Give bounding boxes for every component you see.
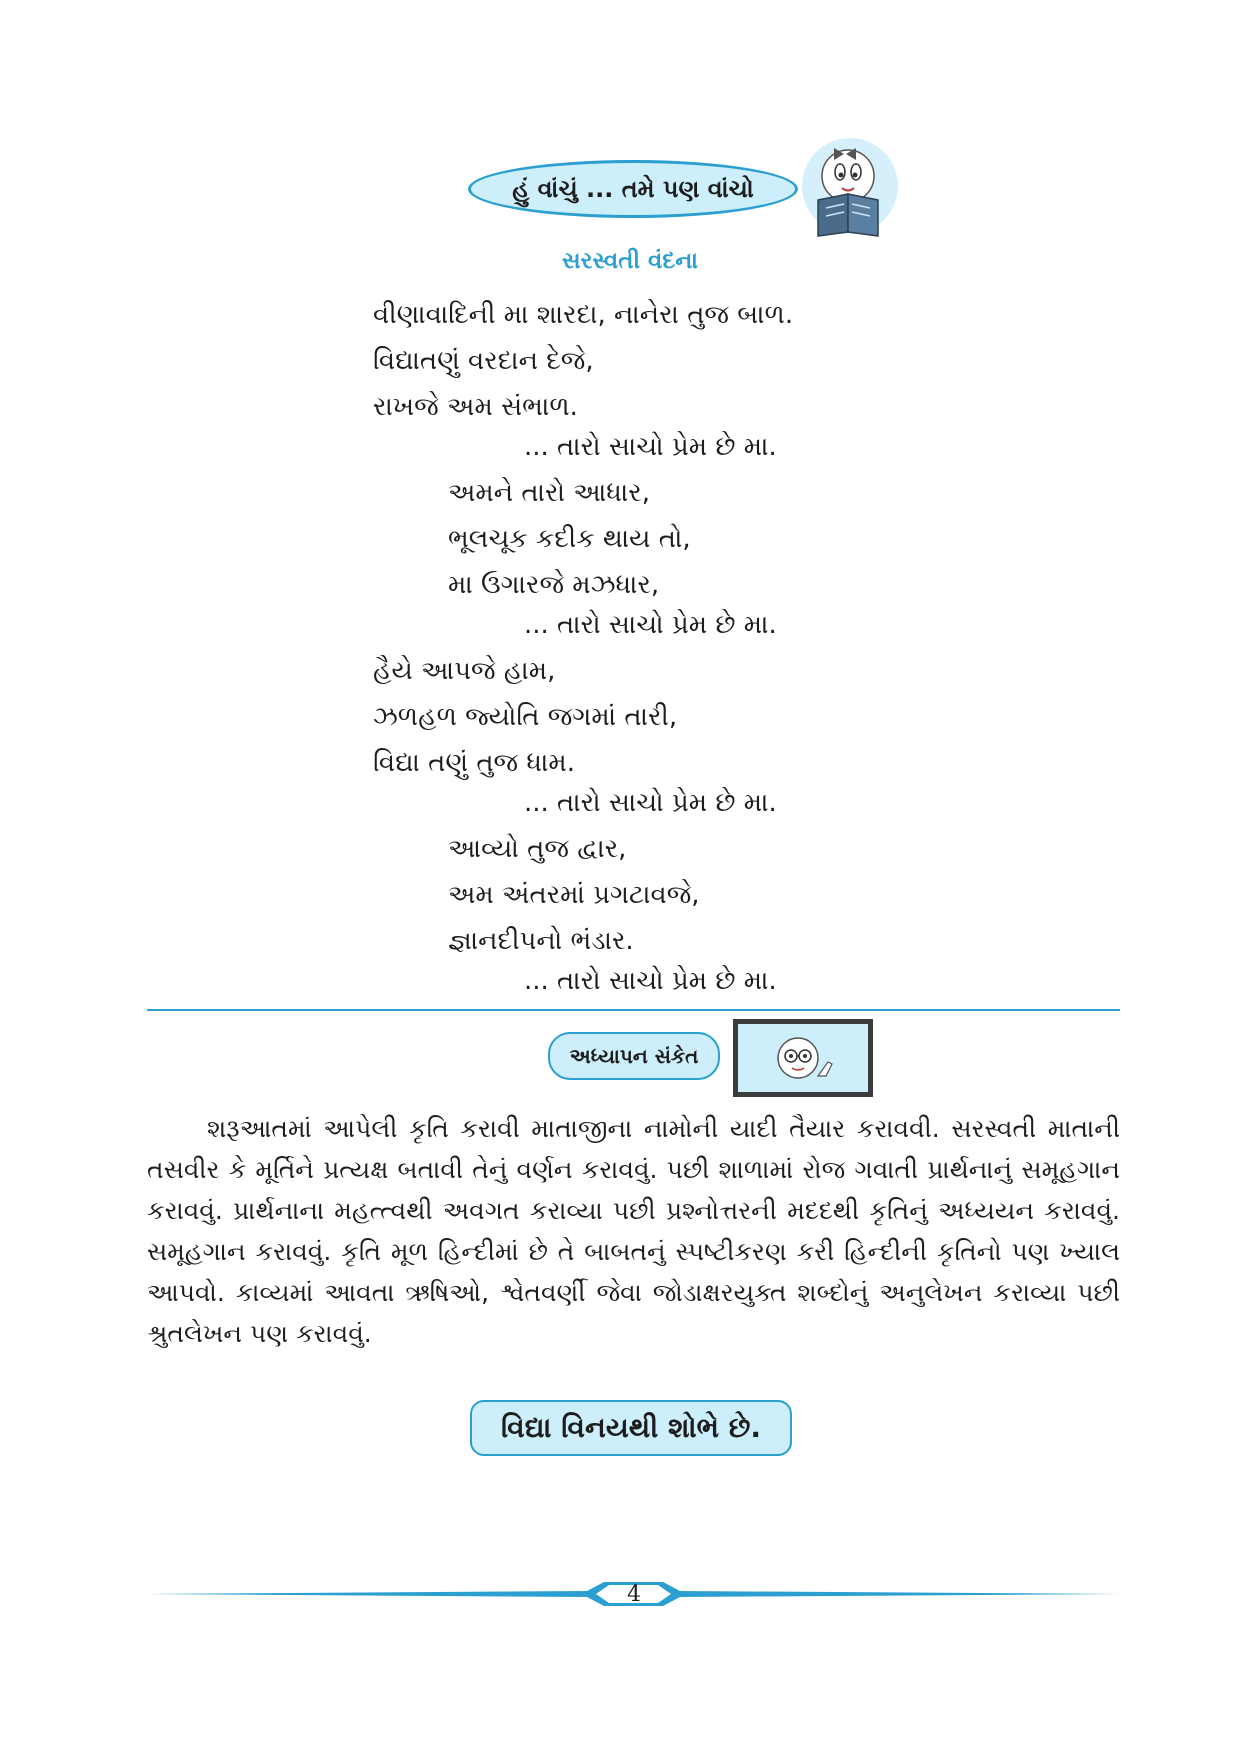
poem-line: મા ઉગારજે મઝધાર, (448, 570, 660, 600)
reading-child-icon (800, 136, 900, 240)
teaching-hint-label: અધ્યાપન સંકેત (569, 1044, 699, 1068)
poem-line: અમને તારો આધાર, (448, 478, 650, 508)
poem-line: ઝળહળ જ્યોતિ જગમાં તારી, (373, 702, 678, 732)
teacher-board-icon (732, 1018, 874, 1098)
poem-line: આવ્યો તુજ દ્વાર, (448, 834, 627, 864)
motto-text: વિદ્યા વિનયથી શોભે છે. (500, 1411, 762, 1444)
poem-line: વિદ્યાતણું વરદાન દેજે, (373, 346, 594, 376)
poem-line: વિદ્યા તણું તુજ ધામ. (373, 748, 576, 778)
poem-line: અમ અંતરમાં પ્રગટાવજે, (448, 880, 700, 910)
teaching-note: શરૂઆતમાં આપેલી કૃતિ કરાવી માતાજીના નામોની યાદી તૈયાર કરાવવી. સરસ્વતી માતાની તસવીર કે મૂર્તિને પ્રત્યક્ષ બતાવી તેનું વર્ણન કરાવવું. પછી શાળામાં રોજ ગવાતી પ્રાર્થનાનું સમૂહગાન કરાવવું. પ્રાર્થનાના મહત્ત્વથી અવગત કરાવ્યા પછી પ્રશ્નોત્તરની મદદથી કૃતિનું અધ્યયન કરાવવું. સમૂહગાન કરાવવું. કૃતિ મૂળ હિન્દીમાં છે તે બાબતનું સ્પષ્ટીકરણ કરી હિન્દીની કૃતિનો પણ ખ્યાલ આપવો. કાવ્યમાં આવતા ઋષિઓ, શ્વેતવર્ણી જેવા જોડાક્ષરયુક્ત શબ્દોનું અનુલેખન કરાવ્યા પછી શ્રુતલેખન પણ કરાવવું. (147, 1114, 1120, 1348)
poem-line: રાખજે અમ સંભાળ. (373, 392, 578, 422)
poem-refrain: ... તારો સાચો પ્રેમ છે મા. (524, 966, 777, 996)
read-banner (468, 160, 798, 218)
poem-line: ભૂલચૂક કદીક થાય તો, (448, 524, 691, 554)
poem-line: વીણાવાદિની મા શારદા, નાનેરા તુજ બાળ. (373, 300, 794, 330)
poem-line: હૈયે આપજે હામ, (373, 656, 556, 686)
poem-refrain: ... તારો સાચો પ્રેમ છે મા. (524, 788, 777, 818)
teaching-hint-tag (548, 1032, 720, 1080)
poem-line: જ્ઞાનદીપનો ભંડાર. (448, 926, 634, 956)
page-number: 4 (627, 1581, 641, 1607)
section-divider (147, 1009, 1120, 1011)
motto-box (470, 1400, 792, 1456)
poem-title: સરસ્વતી વંદના (561, 248, 699, 274)
poem-refrain: ... તારો સાચો પ્રેમ છે મા. (524, 432, 777, 462)
poem-refrain: ... તારો સાચો પ્રેમ છે મા. (524, 610, 777, 640)
read-banner-text: હું વાંચું ... તમે પણ વાંચો (512, 175, 754, 203)
